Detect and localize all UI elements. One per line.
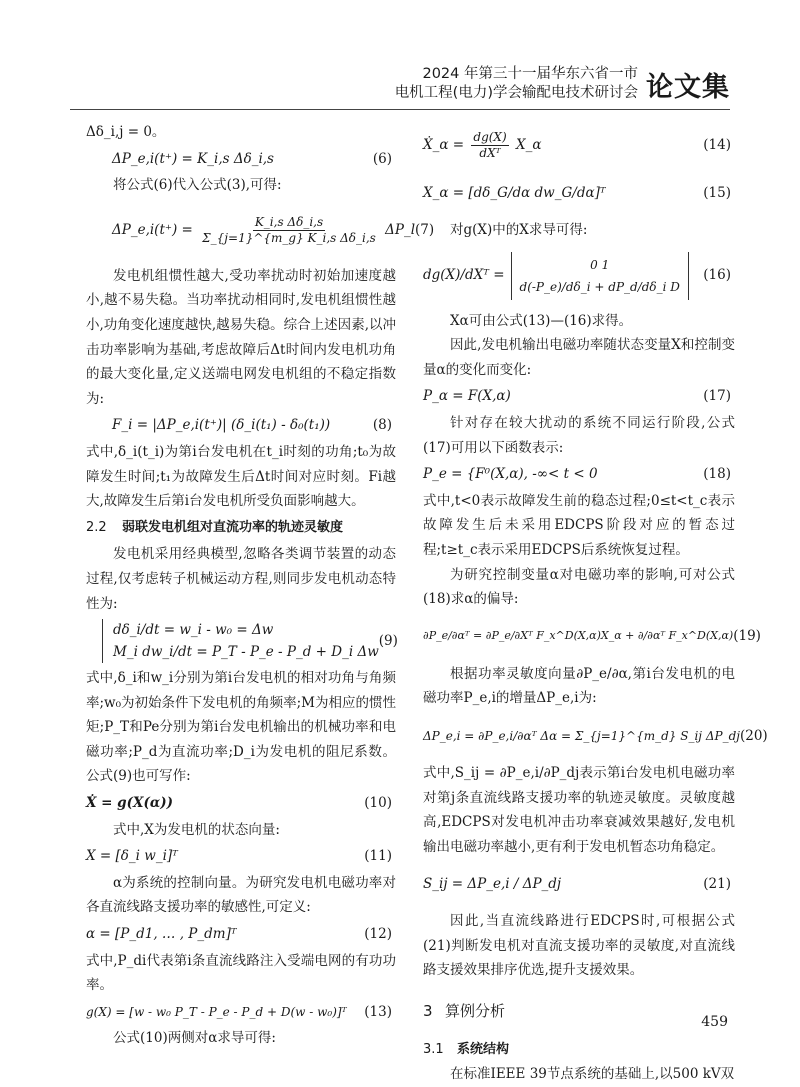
- paragraph: 将公式(6)代入公式(3),可得:: [113, 177, 282, 194]
- paragraph: Xα可由公式(13)—(16)求得。: [450, 312, 633, 329]
- equation-12: [86, 922, 396, 947]
- section-title: 算例分析: [445, 1002, 506, 1021]
- equation-13: [86, 1000, 396, 1025]
- equation-16: [423, 245, 735, 307]
- equation-rhs: ΔP_l: [385, 222, 416, 239]
- equation-line: dδ_i/dt = w_i - w₀ = Δw: [113, 622, 274, 639]
- equation-number: (20): [739, 727, 768, 744]
- paragraph: 式中,X为发电机的状态向量:: [113, 821, 280, 838]
- equation-19: [423, 614, 761, 660]
- header-line-2: 电机工程(电力)学会输配电技术研讨会: [394, 85, 638, 101]
- paragraph: 针对存在较大扰动的系统不同运行阶段,公式(17)可用以下函数表示:: [423, 414, 735, 456]
- equation-number: (11): [364, 848, 392, 865]
- paragraph: 发电机采用经典模型,忽略各类调节装置的动态过程,仅考虑转子机械运动方程,则同步发电机动态特性为:: [86, 546, 396, 612]
- paragraph: 为研究控制变量α对电磁功率的影响,可对公式(18)求α的偏导:: [423, 566, 735, 608]
- equation-body: ΔP_e,i = ∂P_e,i/∂αᵀ Δα = Σ_{j=1}^{m_d} S_ij ΔP_dj: [423, 728, 740, 743]
- fraction-numerator: K_i,s Δδ_i,s: [254, 215, 324, 230]
- equation-number: (18): [703, 466, 731, 483]
- matrix-row: 0 1: [590, 257, 610, 272]
- equation-number: (9): [378, 632, 398, 649]
- equation-number: (6): [372, 150, 392, 167]
- section-number: 3: [423, 1002, 433, 1021]
- equation-body: X = [δ_i w_i]ᵀ: [86, 848, 178, 865]
- equation-8: [86, 413, 396, 438]
- fraction-numerator: dg(X): [473, 129, 507, 144]
- equation-6: [86, 147, 396, 172]
- equation-number: (14): [703, 136, 731, 153]
- equation-body: ∂P_e/∂αᵀ = ∂P_e/∂Xᵀ F_x^D(X,α)X_α + ∂/∂αᵀ F_x^D(X,α): [423, 629, 734, 643]
- section-number: 3.1: [423, 1041, 444, 1057]
- equation-lhs: Ẋ_α =: [423, 136, 465, 153]
- equation-21: [423, 861, 735, 907]
- paragraph: 根据功率灵敏度向量∂P_e/∂α,第i台发电机的电磁功率P_e,i的增量ΔP_e,i为:: [423, 665, 735, 707]
- equation-body: g(X) = [w - w₀ P_T - P_e - P_d + D(w - w₀)]ᵀ: [86, 1004, 347, 1019]
- header-line-1: 2024 年第三十一届华东六省一市: [422, 66, 638, 82]
- fraction-denominator: dXᵀ: [479, 145, 501, 160]
- fraction: [471, 130, 508, 161]
- equation-20: [423, 713, 768, 759]
- equation-number: (12): [364, 926, 392, 943]
- paragraph: 式中,S_ij = ∂P_e,i/∂P_dj表示第i台发电机电磁功率对第j条直流线路支援功率的轨迹灵敏度。灵敏度越高,EDCPS对发电机冲击功率衰减效果越好,发电机输出电磁功率越小,更有利于发电机暂态功角稳定。: [423, 764, 735, 855]
- paragraph: 因此,发电机输出电磁功率随状态变量X和控制变量α的变化而变化:: [423, 337, 735, 378]
- subsection-heading: [423, 1038, 735, 1063]
- equation-lhs: ΔP_e,i(t⁺) =: [112, 222, 193, 239]
- equation-rhs: X_α: [515, 136, 542, 153]
- equation-body: [423, 252, 689, 300]
- section-title: 弱联发电机组对直流功率的轨迹灵敏度: [122, 519, 344, 535]
- equation-14: [423, 122, 735, 168]
- paragraph: Δδ_i,j = 0。: [86, 124, 166, 140]
- paragraph: α为系统的控制向量。为研究发电机电磁功率对各直流线路支援功率的敏感性,可定义:: [86, 874, 396, 916]
- paragraph: 式中,δ_i和w_i分别为第i台发电机的相对功角与角频率;w₀为初始条件下发电机的角频率;M为相应的惯性矩;P_T和Pe分别为第i台发电机输出的机械功率和电磁功率;P_d为直流功率;D_i为发电机的阻尼系数。公式(9)也可写作:: [86, 670, 396, 785]
- paragraph: 发电机组惯性越大,受功率扰动时初始加速度越小,越不易失稳。当功率扰动相同时,发电机组惯性越小,功角变化速度越快,越易失稳。综合上述因素,以冲击功率影响为基础,考虑故障后Δt时间内发电机功角的最大变化量,定义送端电网发电机组的不稳定指数为:: [86, 267, 396, 407]
- equation-15: [423, 170, 735, 216]
- equation-body: [102, 619, 379, 663]
- page-number: 459: [701, 1014, 728, 1030]
- equation-number: (10): [364, 795, 392, 812]
- fraction-denominator: Σ_{j=1}^{m_g} K_i,s Δδ_i,s: [202, 231, 376, 246]
- equation-9: [86, 618, 396, 664]
- equation-body: α = [P_d1, … , P_dm]ᵀ: [86, 926, 237, 943]
- matrix-row: d(-P_e)/dδ_i + dP_d/dδ_i D: [519, 279, 680, 294]
- equation-lhs: dg(X)/dXᵀ =: [423, 267, 505, 284]
- paragraph: 因此,当直流线路进行EDCPS时,可根据公式(21)判断发电机对直流支援功率的灵敏度,对直流线路支援效果排序优选,提升支援效果。: [423, 913, 735, 979]
- equation-10: [86, 791, 396, 816]
- equation-body: Ẋ = g(X(α)): [86, 795, 174, 812]
- equation-body: X_α = [dδ_G/dα dw_G/dα]ᵀ: [423, 184, 606, 201]
- header-text: [395, 65, 638, 103]
- section-heading: [86, 516, 396, 541]
- paragraph: 式中,δ_i(t_i)为第i台发电机在t_i时刻的功角;t₀为故障发生时间;t₁为故障发生后Δt时间对应时刻。Fi越大,故障发生后第i台发电机所受负面影响越大。: [86, 443, 396, 510]
- equation-number: (16): [703, 267, 731, 284]
- paragraph: 式中,P_di代表第i条直流线路注入受端电网的有功功率。: [86, 952, 396, 994]
- equation-number: (8): [372, 417, 392, 434]
- equation-body: ΔP_e,i(t⁺) = K_i,s Δδ_i,s: [112, 150, 274, 167]
- equation-number: (7): [415, 222, 435, 239]
- paragraph: 公式(10)两侧对α求导可得:: [113, 1030, 276, 1047]
- section-heading: [423, 999, 735, 1024]
- equation-body: S_ij = ΔP_e,i / ΔP_dj: [423, 875, 562, 892]
- equation-body: [86, 215, 415, 246]
- fraction: [200, 215, 378, 246]
- equation-number: (21): [703, 875, 731, 892]
- equation-body: P_e = {F⁰(X,α), -∞< t < 0: [423, 466, 598, 483]
- header-rule: [70, 109, 730, 110]
- equation-line: M_i dw_i/dt = P_T - P_e - P_d + D_i Δw: [113, 644, 379, 661]
- right-column: [423, 120, 768, 1087]
- equation-17: [423, 384, 735, 409]
- section-number: 2.2: [86, 519, 107, 535]
- paragraph: 在标准IEEE 39节点系统的基础上,以500 kV双: [450, 1066, 735, 1083]
- equation-body: F_i = |ΔP_e,i(t⁺)| (δ_i(t₁) - δ₀(t₁)): [112, 417, 331, 434]
- running-header: [395, 62, 730, 106]
- equation-7: [86, 200, 435, 262]
- equation-number: (15): [703, 184, 731, 201]
- section-title: 系统结构: [457, 1041, 510, 1057]
- header-tag: 论文集: [646, 71, 730, 103]
- equation-body: P_α = F(X,α): [423, 388, 511, 405]
- equation-11: [86, 844, 396, 869]
- equation-18: [423, 462, 735, 487]
- paragraph: 对g(X)中的X求导可得:: [450, 222, 588, 238]
- equation-body: [423, 130, 541, 161]
- matrix: [511, 252, 689, 300]
- equation-number: (17): [703, 388, 731, 405]
- left-column: [86, 120, 435, 1051]
- equation-number: (13): [364, 1003, 392, 1020]
- equation-number: (19): [733, 628, 761, 645]
- paragraph: 式中,t<0表示故障发生前的稳态过程;0≤t<t_c表示故障发生后未采用EDCPS阶段对应的暂态过程;t≥t_c表示采用EDCPS后系统恢复过程。: [423, 492, 735, 558]
